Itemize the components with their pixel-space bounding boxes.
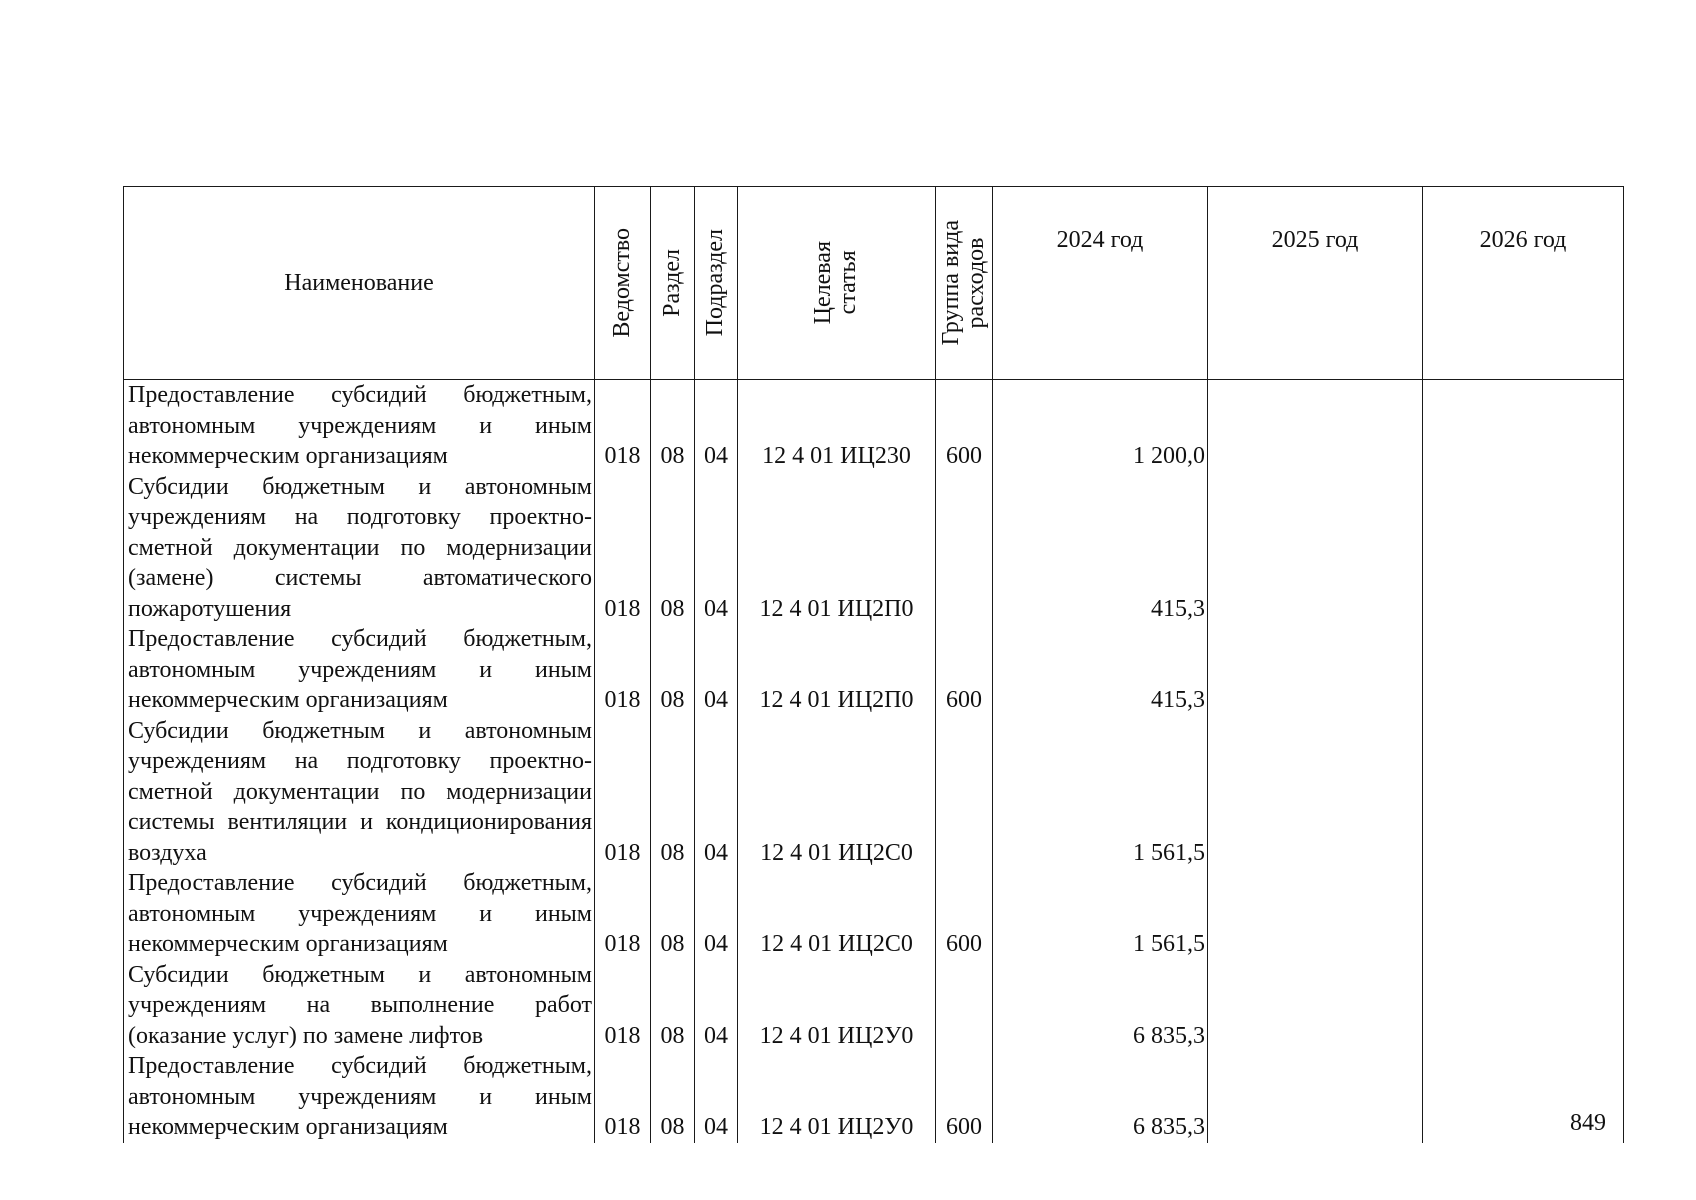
row-amount-2024: 1 561,5 [993, 716, 1208, 869]
table-row [124, 868, 1624, 960]
row-target-article: 12 4 01 ИЦ230 [738, 380, 936, 472]
header-expense-group-line2: расходов [963, 237, 989, 329]
row-name: Субсидии бюджетным и автономным учреждениям на подготовку проектно-сметной документации по модернизации системы вентиляции и кондиционирования воздуха [124, 716, 595, 869]
row-name: Предоставление субсидий бюджетным, автономным учреждениям и иным некоммерческим организациям [124, 1051, 595, 1143]
header-section [651, 187, 695, 380]
row-subsection: 04 [695, 1051, 738, 1143]
header-year-2025-label: 2025 год [1271, 227, 1359, 253]
row-amount-2024: 415,3 [993, 472, 1208, 625]
row-amount-2025 [1208, 868, 1423, 960]
row-amount-2026 [1423, 472, 1624, 625]
row-subsection: 04 [695, 380, 738, 472]
header-year-2024 [993, 187, 1208, 380]
row-amount-2024: 6 835,3 [993, 1051, 1208, 1143]
table-row [124, 380, 1624, 472]
row-amount-2025 [1208, 380, 1423, 472]
row-amount-2025 [1208, 1051, 1423, 1143]
row-amount-2024: 415,3 [993, 624, 1208, 716]
row-amount-2025 [1208, 716, 1423, 869]
header-department-label: Ведомство [608, 228, 635, 338]
header-year-2026-label: 2026 год [1479, 227, 1567, 253]
row-target-article: 12 4 01 ИЦ2У0 [738, 1051, 936, 1143]
row-expense-group: 600 [936, 624, 993, 716]
row-amount-2025 [1208, 472, 1423, 625]
row-amount-2024: 1 200,0 [993, 380, 1208, 472]
header-department [595, 187, 651, 380]
row-amount-2026 [1423, 716, 1624, 869]
row-subsection: 04 [695, 472, 738, 625]
header-name-label: Наименование [284, 269, 434, 296]
row-name: Субсидии бюджетным и автономным учреждениям на выполнение работ (оказание услуг) по замене лифтов [124, 960, 595, 1052]
row-amount-2026 [1423, 624, 1624, 716]
row-target-article: 12 4 01 ИЦ2С0 [738, 868, 936, 960]
row-department: 018 [595, 624, 651, 716]
header-target-article-label [811, 241, 861, 324]
row-department: 018 [595, 1051, 651, 1143]
row-section: 08 [651, 716, 695, 869]
row-target-article: 12 4 01 ИЦ2У0 [738, 960, 936, 1052]
header-target-article-line1: Целевая [810, 241, 837, 325]
row-section: 08 [651, 960, 695, 1052]
row-subsection: 04 [695, 960, 738, 1052]
header-subsection [695, 187, 738, 380]
header-expense-group-label [939, 220, 989, 345]
row-amount-2025 [1208, 624, 1423, 716]
row-department: 018 [595, 868, 651, 960]
table-row [124, 624, 1624, 716]
header-row [124, 187, 1624, 380]
table-row [124, 472, 1624, 625]
page-number: 849 [1570, 1110, 1606, 1136]
row-amount-2026 [1423, 868, 1624, 960]
row-amount-2024: 1 561,5 [993, 868, 1208, 960]
row-expense-group [936, 960, 993, 1052]
header-target-article [738, 187, 936, 380]
header-section-label: Раздел [658, 249, 685, 317]
row-expense-group [936, 716, 993, 869]
header-year-2024-label: 2024 год [1056, 227, 1144, 253]
row-department: 018 [595, 716, 651, 869]
row-subsection: 04 [695, 624, 738, 716]
row-expense-group: 600 [936, 868, 993, 960]
row-amount-2025 [1208, 960, 1423, 1052]
header-expense-group [936, 187, 993, 380]
row-target-article: 12 4 01 ИЦ2П0 [738, 472, 936, 625]
header-target-article-line2: статья [835, 251, 862, 315]
row-name: Предоставление субсидий бюджетным, автономным учреждениям и иным некоммерческим организациям [124, 624, 595, 716]
row-section: 08 [651, 868, 695, 960]
row-name: Предоставление субсидий бюджетным, автономным учреждениям и иным некоммерческим организациям [124, 380, 595, 472]
row-section: 08 [651, 380, 695, 472]
row-section: 08 [651, 624, 695, 716]
row-subsection: 04 [695, 716, 738, 869]
row-target-article: 12 4 01 ИЦ2С0 [738, 716, 936, 869]
row-department: 018 [595, 380, 651, 472]
row-amount-2026 [1423, 960, 1624, 1052]
row-name: Предоставление субсидий бюджетным, автономным учреждениям и иным некоммерческим организациям [124, 868, 595, 960]
row-section: 08 [651, 1051, 695, 1143]
header-year-2026 [1423, 187, 1624, 380]
row-department: 018 [595, 472, 651, 625]
budget-table [123, 186, 1624, 1143]
row-target-article: 12 4 01 ИЦ2П0 [738, 624, 936, 716]
row-amount-2024: 6 835,3 [993, 960, 1208, 1052]
row-subsection: 04 [695, 868, 738, 960]
table-row [124, 960, 1624, 1052]
row-expense-group: 600 [936, 380, 993, 472]
table-row [124, 716, 1624, 869]
header-subsection-label: Подраздел [702, 229, 729, 337]
row-expense-group: 600 [936, 1051, 993, 1143]
row-department: 018 [595, 960, 651, 1052]
header-name [124, 187, 595, 380]
header-expense-group-line1: Группа вида [937, 220, 964, 346]
header-year-2025 [1208, 187, 1423, 380]
row-amount-2026 [1423, 380, 1624, 472]
row-name: Субсидии бюджетным и автономным учреждениям на подготовку проектно-сметной документации по модернизации (замене) системы автоматического пожаротушения [124, 472, 595, 625]
row-expense-group [936, 472, 993, 625]
table-row [124, 1051, 1624, 1143]
row-section: 08 [651, 472, 695, 625]
